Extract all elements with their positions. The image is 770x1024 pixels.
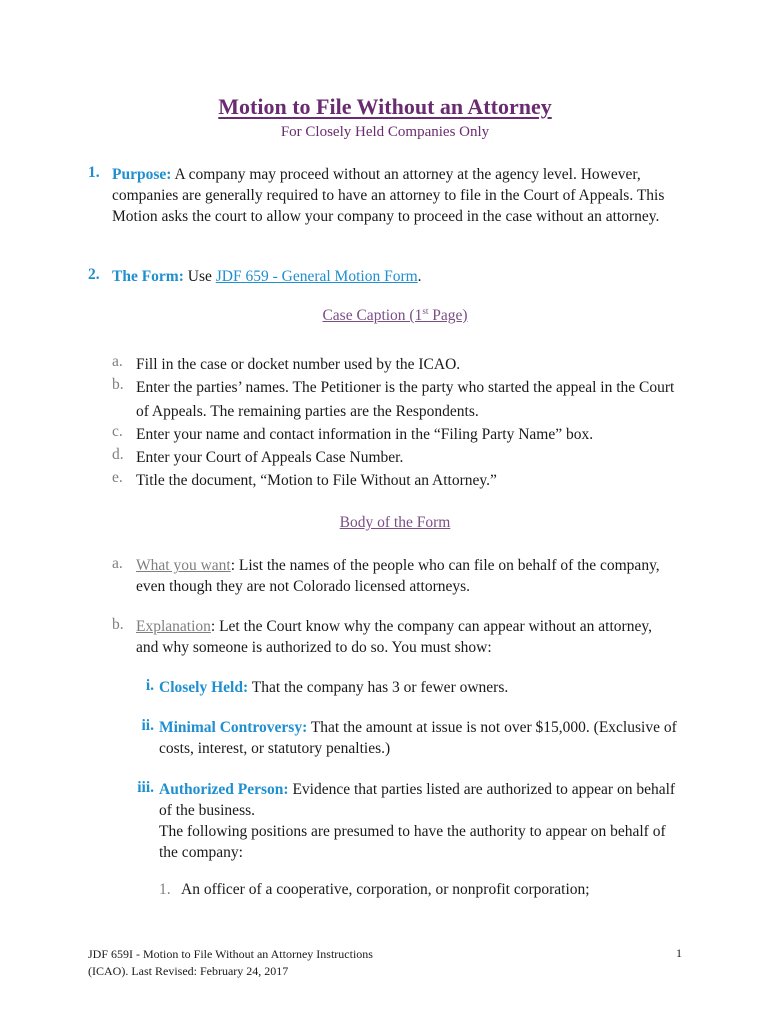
roman-iii-numeral: iii. [137, 779, 154, 796]
explanation-label: Explanation [136, 618, 211, 635]
caption-item-b: Enter the parties’ names. The Petitioner is the party who started the appeal in the Court of Appeals. The remaining parties are the Respondents. [136, 379, 675, 420]
caption-item-a: Fill in the case or docket number used by the ICAO. [136, 356, 461, 373]
roman-ii-minimal-controversy [159, 717, 679, 759]
roman-iii-authorized-person [159, 779, 679, 863]
section-2-lead: The Form: [112, 268, 184, 285]
body-item-a-letter: a. [112, 555, 123, 572]
case-caption-heading-pre: Case Caption (1 [322, 307, 423, 325]
caption-item-b-letter: b. [112, 376, 124, 393]
jdf-659-link[interactable]: JDF 659 - General Motion Form [215, 268, 418, 285]
page-subtitle: For Closely Held Companies Only [280, 124, 490, 140]
section-2-post: . [417, 268, 422, 285]
section-1-text: A company may proceed without an attorney at the agency level. However, companies are generally required to have an attorney to file in the Court of Appeals. This Motion asks the court to allow your company to proceed in the case without an attorney. [112, 166, 665, 225]
body-item-b-letter: b. [112, 616, 124, 633]
arabic-1-number: 1. [159, 881, 171, 898]
body-item-a-text: : List the names of the people who can file on behalf of the company, even though they are not Colorado licensed attorneys. [136, 557, 660, 595]
body-of-form-heading: Body of the Form [339, 514, 451, 531]
roman-ii-text: That the amount at issue is not over $15,000. (Exclusive of costs, interest, or statutory penalties.) [159, 719, 677, 757]
roman-i-lead: Closely Held: [159, 679, 249, 696]
section-1-number: 1. [88, 164, 100, 181]
roman-i-numeral: i. [145, 677, 154, 694]
caption-item-c: Enter your name and contact information in the “Filing Party Name” box. [136, 426, 594, 443]
caption-item-e: Title the document, “Motion to File Without an Attorney.” [136, 472, 497, 489]
what-you-want-label: What you want [136, 557, 231, 574]
body-item-a [136, 555, 676, 597]
caption-item-d-letter: d. [112, 446, 124, 463]
roman-iii-extra: The following positions are presumed to have the authority to appear on behalf of the company: [159, 823, 666, 861]
case-caption-heading-sup: st [422, 306, 429, 316]
section-2-number: 2. [88, 266, 100, 283]
footer-document-info [88, 946, 373, 980]
caption-item-e-letter: e. [112, 469, 123, 486]
case-caption-heading-post: Page) [428, 307, 468, 325]
roman-i-text: That the company has 3 or fewer owners. [248, 679, 509, 696]
caption-item-d: Enter your Court of Appeals Case Number. [136, 449, 404, 466]
page-number: 1 [676, 946, 682, 960]
section-1-purpose [112, 164, 682, 227]
arabic-1-officer: An officer of a cooperative, corporation, or nonprofit corporation; [181, 881, 590, 898]
roman-iii-lead: Authorized Person: [159, 781, 289, 798]
footer-line-2: (ICAO). Last Revised: February 24, 2017 [88, 964, 289, 978]
case-caption-heading [0, 306, 770, 325]
section-1-lead: Purpose: [112, 166, 172, 183]
body-item-b [136, 616, 676, 658]
roman-ii-numeral: ii. [141, 717, 154, 734]
body-item-b-text: : Let the Court know why the company can appear without an attorney, and why someone is authorized to do so. You must show: [136, 618, 652, 656]
caption-item-a-letter: a. [112, 353, 123, 370]
roman-i-closely-held [159, 677, 679, 698]
section-2-form [112, 266, 682, 287]
section-2-pre: Use [183, 268, 216, 285]
footer-line-1: JDF 659I - Motion to File Without an Attorney Instructions [88, 947, 373, 961]
roman-ii-lead: Minimal Controversy: [159, 719, 308, 736]
page-title: Motion to File Without an Attorney [218, 94, 552, 119]
roman-iii-text: Evidence that parties listed are authorized to appear on behalf of the business. [159, 781, 676, 819]
caption-item-c-letter: c. [112, 423, 123, 440]
